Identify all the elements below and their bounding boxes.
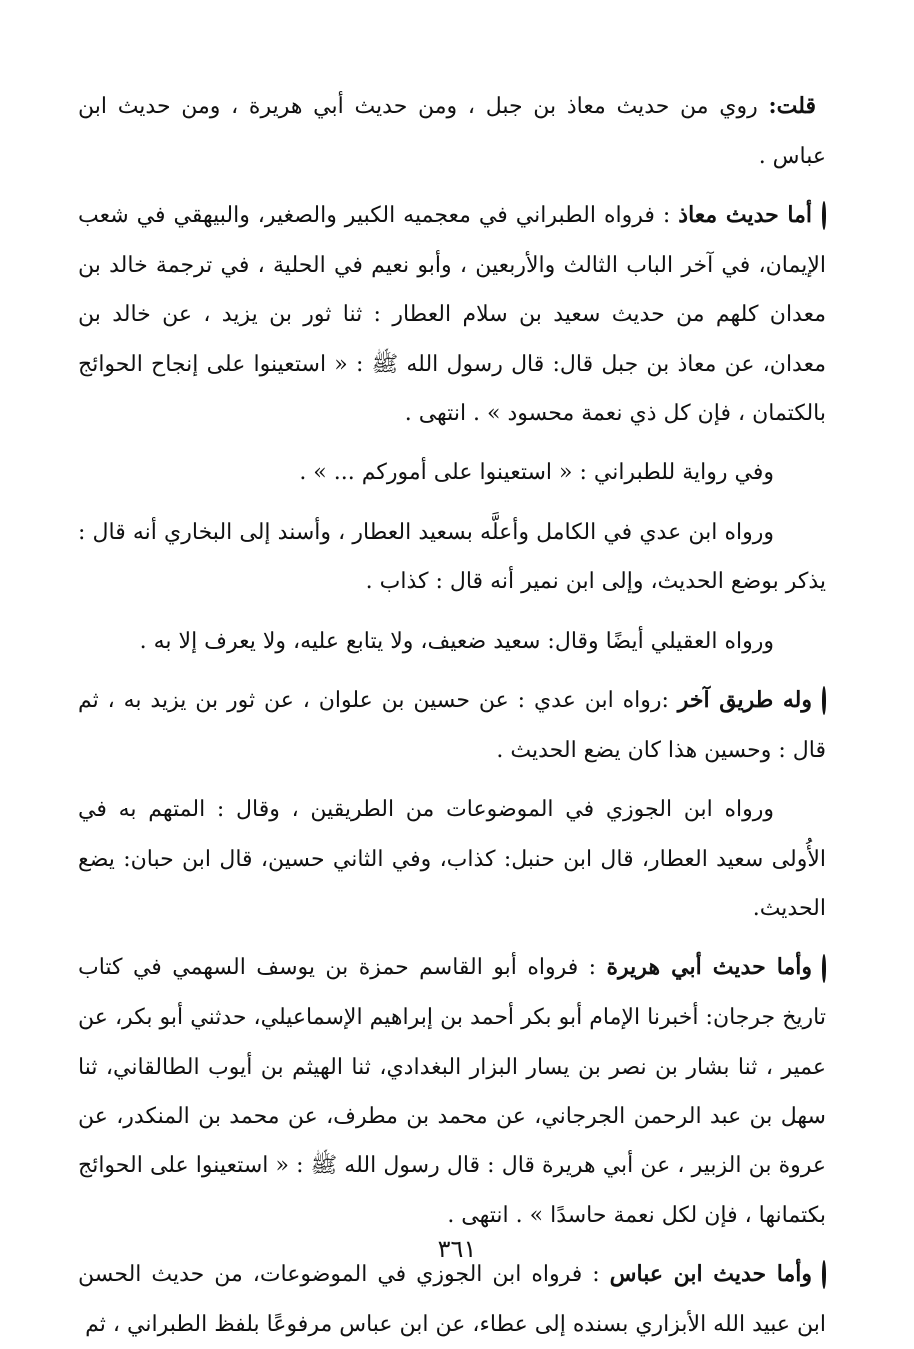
- paragraph-text: : فرواه ابن الجوزي في الموضوعات، من حديث الحسن ابن عبيد الله الأبزاري بسنده إلى عطاء، عن ابن عباس مرفوعًا بلفظ الطبراني ، ثم: [78, 1262, 826, 1337]
- paragraph-lead: وله طريق آخر: [677, 687, 812, 714]
- paragraph-text: وفي رواية للطبراني : « استعينوا على أموركم ... » .: [299, 460, 774, 486]
- paragraph-text: ورواه ابن عدي في الكامل وأعلَّه بسعيد العطار ، وأسند إلى البخاري أنه قال : يذكر بوضع الحديث، وإلى ابن نمير أنه قال : كذاب .: [78, 519, 826, 595]
- paragraph-text: : فرواه أبو القاسم حمزة بن يوسف السهمي في كتاب تاريخ جرجان: أخبرنا الإمام أبو بكر أحمد بن إبراهيم الإسماعيلي، حدثني أبو بكر، عن عمير ، ثنا بشار بن نصر بن يسار البزار البغدادي، ثنا الهيثم بن أيوب الطالقاني، ثنا سهل بن عبد الرحمن الجرجاني، عن محمد بن مطرف، عن محمد بن المنكدر، عن عروة بن الزبير ، عن أبي هريرة قال : قال رسول الله ﷺ : « استعينوا على الحوائج بكتمانها ، فإن لكل نعمة حاسدًا » . انتهى .: [78, 955, 826, 1228]
- ring-marker: [822, 954, 826, 983]
- paragraph-abu-hurayra: [78, 943, 826, 1240]
- ring-marker: [822, 686, 826, 715]
- ring-marker: [822, 201, 826, 230]
- paragraph-lead: وأما حديث أبي هريرة: [606, 954, 812, 981]
- paragraph-muadh: [78, 191, 826, 438]
- paragraph-ibn-abbas: [78, 1250, 826, 1349]
- paragraph-tariq-akhar: [78, 676, 826, 775]
- paragraph-text: : فرواه الطبراني في معجميه الكبير والصغير، والبيهقي في شعب الإيمان، في آخر الباب الثالث والأربعين ، وأبو نعيم في الحلية ، في ترجمة خالد بن معدان كلهم من حديث سعيد بن سلام العطار : ثنا ثور بن يزيد ، عن خالد بن معدان، عن معاذ بن جبل قال: قال رسول الله ﷺ : « استعينوا على إنجاح الحوائج بالكتمان ، فإن كل ذي نعمة محسود » . انتهى .: [78, 203, 827, 427]
- paragraph-text: روي من حديث معاذ بن جبل ، ومن حديث أبي هريرة ، ومن حديث ابن عباس .: [78, 94, 826, 169]
- paragraph-ibn-jawzi: [78, 785, 826, 933]
- paragraph-qultu: [78, 82, 826, 181]
- paragraph-lead: وأما حديث ابن عباس: [609, 1261, 812, 1288]
- paragraph-ibn-adi: [78, 508, 826, 607]
- paragraph-text: ورواه ابن الجوزي في الموضوعات من الطريقين ، وقال : المتهم به في الأُولى سعيد العطار، قال ابن حنبل: كذاب، وفي الثاني حسين، قال ابن حبان: يضع الحديث.: [78, 797, 826, 921]
- paragraph-uqayli: [78, 617, 826, 666]
- paragraph-lead: أما حديث معاذ: [678, 202, 812, 229]
- paragraph-text: ورواه العقيلي أيضًا وقال: سعيد ضعيف، ولا يتابع عليه، ولا يعرف إلا به .: [139, 628, 774, 654]
- paragraph-text: :رواه ابن عدي : عن حسين بن علوان ، عن ثور بن يزيد به ، ثم قال : وحسين هذا كان يضع الحديث .: [78, 688, 826, 763]
- page-number: ٣٦١: [437, 1235, 477, 1263]
- paragraph-lead: قلت:: [768, 93, 816, 119]
- ring-marker: [822, 1260, 826, 1289]
- paragraph-tabarani-riwaya: [78, 448, 826, 497]
